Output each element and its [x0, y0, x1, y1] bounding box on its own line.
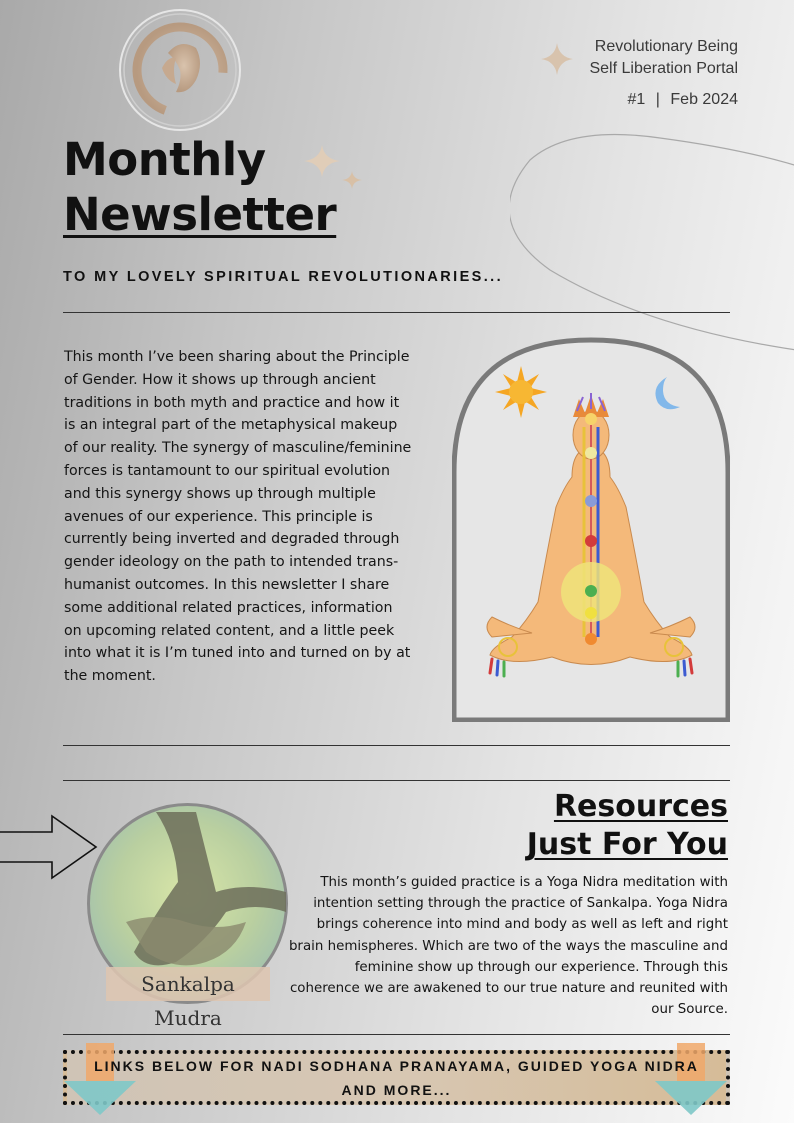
greeting-heading: TO MY LOVELY SPIRITUAL REVOLUTIONARIES... [63, 269, 504, 285]
right-arrow-icon [0, 814, 100, 880]
links-banner-line-1: LINKS BELOW FOR NADI SODHANA PRANAYAMA, GUIDED YOGA NIDRA [94, 1058, 699, 1074]
title-line-1: Monthly [63, 133, 266, 186]
decorative-orbit [510, 130, 794, 370]
sparkle-icon [300, 143, 370, 193]
issue-separator: | [655, 91, 660, 108]
issue-date: Feb 2024 [670, 91, 738, 108]
divider [63, 745, 730, 746]
divider [63, 780, 730, 781]
portal-line-2: Self Liberation Portal [589, 60, 738, 77]
links-banner-text [63, 1054, 730, 1102]
portal-header [589, 36, 738, 111]
issue-info [589, 89, 738, 111]
resources-title-line-1: Resources [553, 789, 728, 824]
intro-paragraph: This month I’ve been sharing about the Principle of Gender. How it shows up through ancient traditions in both myth and practice and how it is an integral part of the metaphysical makeup of our reality. The synergy of masculine/feminine forces is tantamount to our spiritual evolution and this synergy shows up through multiple avenues of our experience. This principle is currently being inverted and degraded through gender ideology on the path to intended trans-humanist outcomes. In this newsletter I share some additional related practices, information on upcoming related content, and a little peek into what it is I’m tuned into and turned on by at the moment. [64, 349, 412, 685]
divider [63, 1034, 730, 1035]
title-line-2: Newsletter [63, 188, 337, 241]
sparkle-icon [541, 43, 573, 75]
meditation-illustration [452, 337, 730, 722]
divider [63, 312, 730, 313]
resources-title [527, 788, 728, 864]
page-title [63, 132, 336, 242]
resources-title-line-2: Just For You [526, 827, 728, 862]
mudra-label: Sankalpa Mudra [106, 967, 270, 1001]
links-banner-line-2: AND MORE... [341, 1082, 452, 1098]
resources-paragraph: This month’s guided practice is a Yoga Nidra meditation with intention setting through the practice of Sankalpa. Yoga Nidra brings coherence into mind and body as well as left and right brain hemispheres. Which are two of the ways the masculine and feminine show up through our experience. Through this coherence we are awakened to our true nature and reunited with our Source. [288, 875, 728, 1018]
portal-line-1: Revolutionary Being [594, 38, 738, 55]
lion-emblem-icon [118, 8, 242, 132]
issue-number: #1 [627, 91, 646, 108]
